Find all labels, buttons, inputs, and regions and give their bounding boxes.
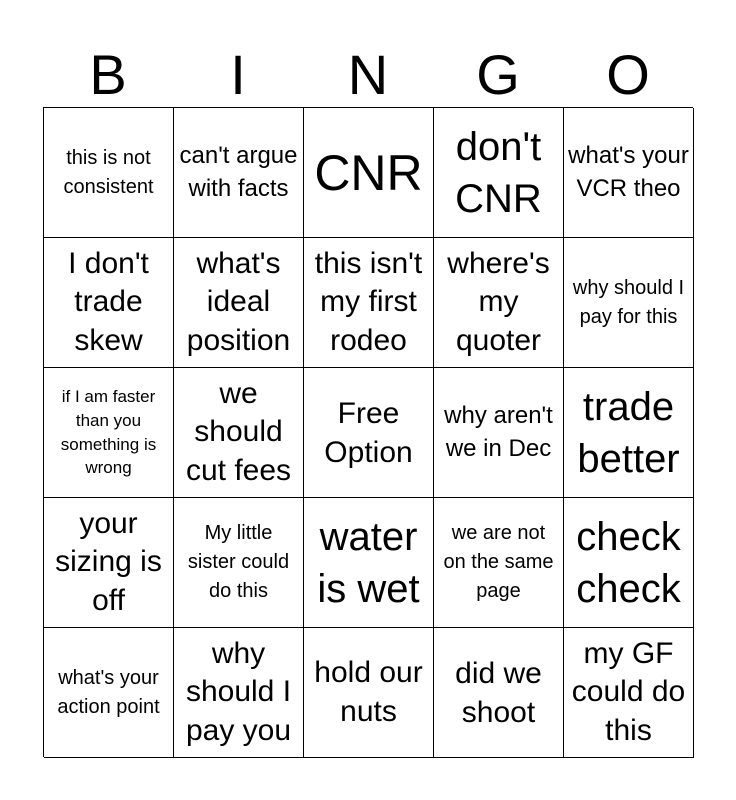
bingo-cell[interactable]: this is not consistent xyxy=(44,108,174,238)
bingo-cell[interactable]: I don't trade skew xyxy=(44,238,174,368)
bingo-cell[interactable]: your sizing is off xyxy=(44,498,174,628)
bingo-cell[interactable]: what's ideal position xyxy=(174,238,304,368)
bingo-cell[interactable]: why should I pay you xyxy=(174,628,304,758)
bingo-cell[interactable]: did we shoot xyxy=(434,628,564,758)
bingo-cell[interactable]: where's my quoter xyxy=(434,238,564,368)
header-letter-b: B xyxy=(89,43,127,106)
header-letter-g: G xyxy=(476,43,520,106)
bingo-cell[interactable]: this isn't my first rodeo xyxy=(304,238,434,368)
bingo-cell[interactable]: water is wet xyxy=(304,498,434,628)
bingo-cell[interactable]: what's your action point xyxy=(44,628,174,758)
bingo-cell[interactable]: why aren't we in Dec xyxy=(434,368,564,498)
bingo-header xyxy=(43,40,693,110)
bingo-cell[interactable]: what's your VCR theo xyxy=(564,108,694,238)
bingo-cell[interactable]: trade better xyxy=(564,368,694,498)
bingo-board xyxy=(43,107,693,757)
bingo-cell[interactable]: hold our nuts xyxy=(304,628,434,758)
header-letter-n: N xyxy=(347,43,389,106)
bingo-cell[interactable]: CNR xyxy=(304,108,434,238)
header-letter-i: I xyxy=(230,43,246,106)
bingo-cell[interactable]: why should I pay for this xyxy=(564,238,694,368)
bingo-cell[interactable]: we should cut fees xyxy=(174,368,304,498)
bingo-cell[interactable]: My little sister could do this xyxy=(174,498,304,628)
bingo-cell[interactable]: don't CNR xyxy=(434,108,564,238)
bingo-cell[interactable]: Free Option xyxy=(304,368,434,498)
bingo-cell[interactable]: we are not on the same page xyxy=(434,498,564,628)
bingo-cell[interactable]: can't argue with facts xyxy=(174,108,304,238)
bingo-cell[interactable]: check check xyxy=(564,498,694,628)
bingo-cell[interactable]: if I am faster than you something is wrong xyxy=(44,368,174,498)
bingo-cell[interactable]: my GF could do this xyxy=(564,628,694,758)
header-letter-o: O xyxy=(606,43,650,106)
